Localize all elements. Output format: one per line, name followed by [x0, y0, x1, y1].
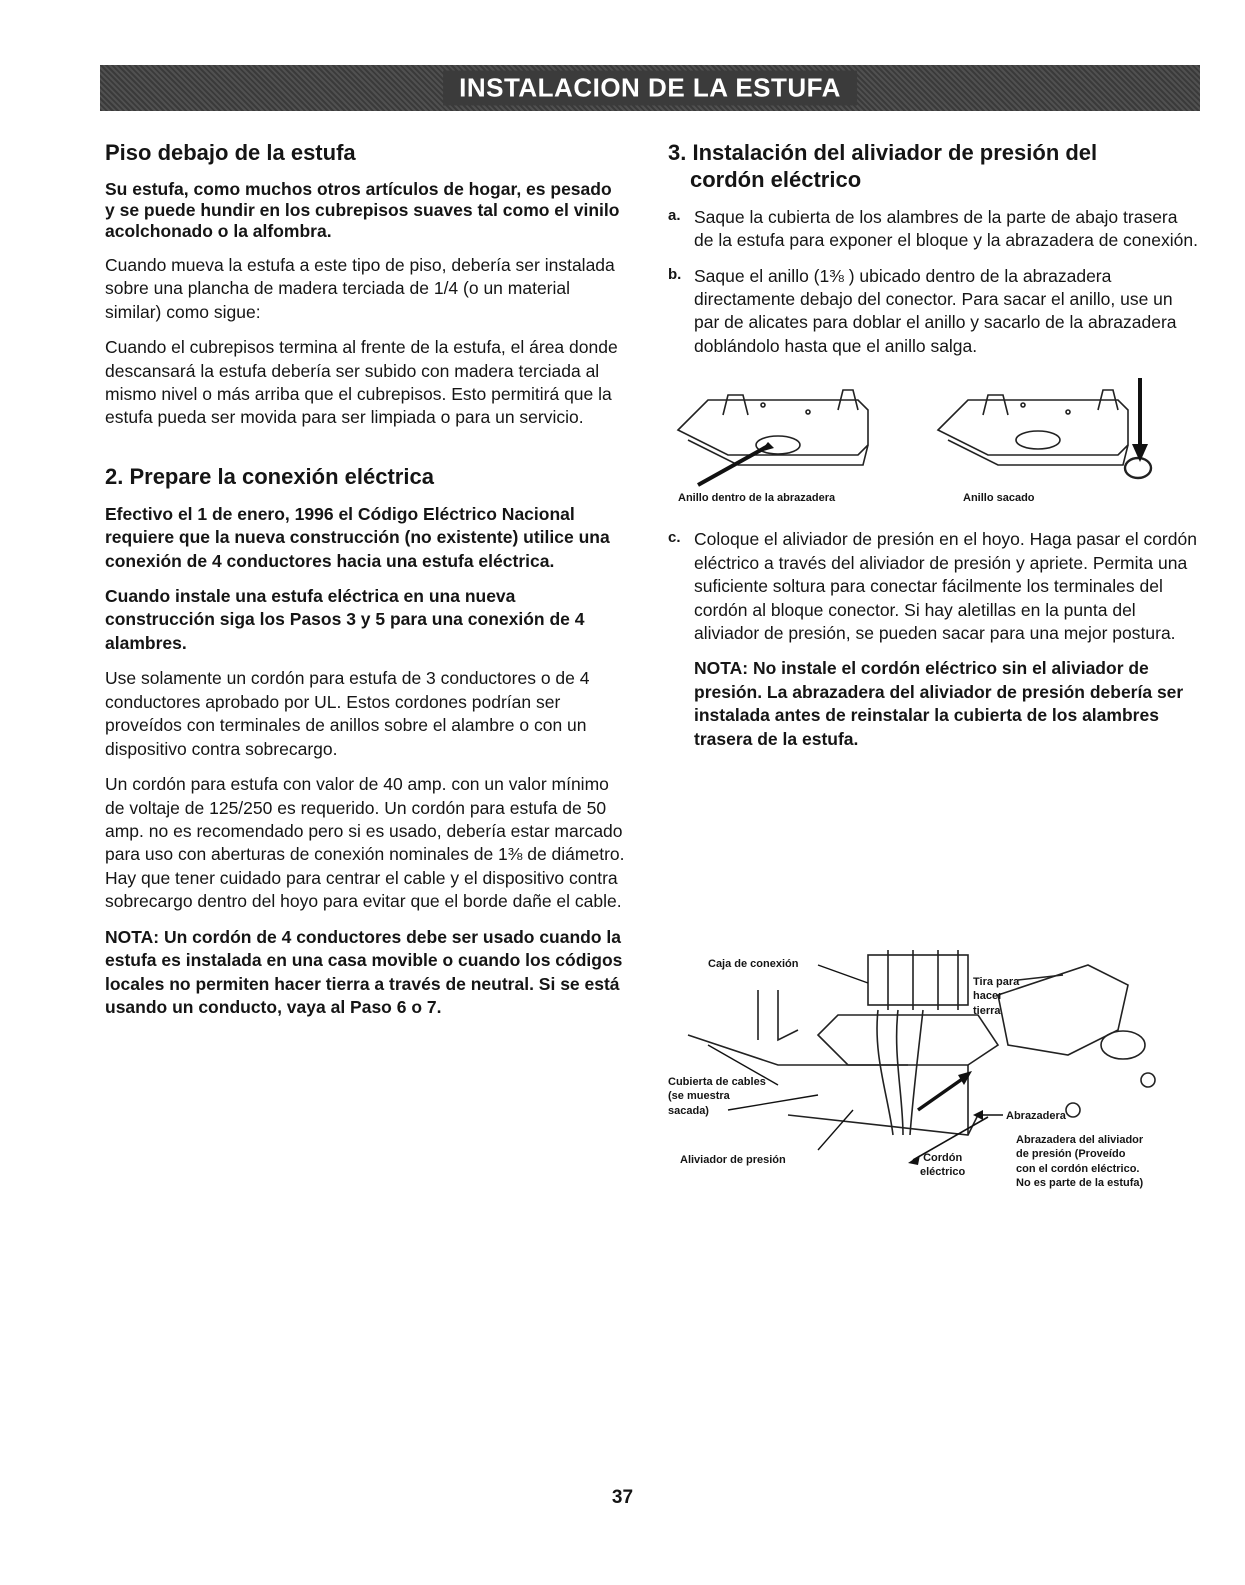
bracket-label: Abrazadera	[1006, 1110, 1066, 1122]
floor-paragraph-2: Cuando el cubrepisos termina al frente de la estufa, el área donde descansará la estufa debería ser subido con madera terciada al mismo nivel o más arriba que el cubrepisos. Esto permitirá que la estufa pueda ser movida para ser limpiada o para un servicio.	[105, 337, 618, 428]
floor-paragraph-1: Cuando mueva la estufa a este tipo de piso, debería ser instalada sobre una plancha de madera terciada de 1/4 (o un material similar) como sigue:	[105, 254, 615, 322]
wire-cover-label	[668, 1075, 766, 1118]
list-item	[668, 528, 1198, 645]
electrical-heading: 2. Prepare la conexión eléctrica	[105, 463, 434, 489]
new-construction-note: Cuando instale una estufa eléctrica en una nueva construcción siga los Pasos 3 y 5 para una conexión de 4 alambres.	[105, 586, 585, 653]
ground-strip-line-3: tierra	[973, 1004, 1001, 1017]
ring-in-bracket-illustration	[668, 370, 888, 490]
junction-box-label: Caja de conexión	[708, 958, 799, 970]
step-number: 3.	[668, 140, 687, 165]
floor-warning: Su estufa, como muchos otros artículos de hogar, es pesado y se puede hundir en los cubrepisos suaves tal como el vinilo acolchonado o la alfombra.	[105, 178, 620, 241]
ring-diagrams	[668, 370, 1198, 510]
list-item	[668, 206, 1198, 253]
floor-heading: Piso debajo de la estufa	[105, 140, 356, 165]
ring-inside-caption: Anillo dentro de la abrazadera	[678, 492, 836, 505]
right-column	[668, 140, 1198, 763]
power-cord-label	[920, 1151, 965, 1180]
code-requirement: Efectivo el 1 de enero, 1996 el Código Eléctrico Nacional requiere que la nueva construcción (no existente) utilice una conexión de 4 conductores hacia una estufa eléctrica.	[105, 503, 610, 571]
list-item	[668, 265, 1198, 359]
page-number: 37	[611, 1487, 634, 1508]
power-cord-line-2: eléctrico	[920, 1166, 966, 1179]
four-conductor-note: NOTA: Un cordón de 4 conductores debe ser usado cuando la estufa es instalada en una casa movible o cuando los códigos locales no permiten hacer tierra a través de neutral. Si se está usando un conducto, vaya al Paso 6 o 7.	[105, 926, 623, 1018]
power-cord-line-1: Cordón	[923, 1152, 963, 1164]
bracket-note	[1016, 1133, 1143, 1190]
strain-relief-title-a: Instalación del aliviador de presión del	[692, 140, 1098, 165]
bracket-note-line-3: con el cordón eléctrico.	[1016, 1162, 1140, 1175]
strain-relief-label: Aliviador de presión	[680, 1154, 786, 1166]
wire-cover-line-3: sacada)	[668, 1104, 709, 1117]
connection-diagram	[668, 935, 1198, 1215]
strain-relief-title-b: cordón eléctrico	[690, 166, 862, 192]
bracket-note-line-1: Abrazadera del aliviador	[1016, 1134, 1144, 1146]
ring-removed-caption: Anillo sacado	[963, 492, 1035, 505]
steps-list-continued	[668, 528, 1198, 645]
bracket-note-line-2: de presión (Proveído	[1016, 1148, 1126, 1161]
wire-cover-line-2: (se muestra	[668, 1090, 730, 1103]
section-banner	[100, 65, 1200, 111]
section-title: INSTALACION DE LA ESTUFA	[443, 71, 857, 106]
cord-paragraph-1: Use solamente un cordón para estufa de 3 conductores o de 4 conductores aprobado por UL. Estos cordones podrían ser proveídos con terminales de anillos sobre el alambre o con un dispositivo contra sobrecargo.	[105, 668, 590, 759]
ground-strip-line-1: Tira para	[973, 976, 1020, 988]
bracket-note-line-4: No es parte de la estufa)	[1016, 1176, 1144, 1189]
step-text: Saque la cubierta de los alambres de la parte de abajo trasera de la estufa para exponer el bloque y la abrazadera de conexión.	[694, 206, 1198, 251]
strain-relief-heading	[668, 140, 1198, 194]
left-column	[105, 140, 625, 1031]
step-text: Saque el anillo (1⅜ ) ubicado dentro de la abrazadera directamente debajo del conector. Para sacar el anillo, use un par de alicates para doblar el anillo y sacarlo de la abrazadera doblándolo hasta que el anillo salga.	[694, 265, 1177, 356]
ground-strip-line-2: hacer	[973, 990, 1003, 1003]
steps-list	[668, 206, 1198, 359]
step-text: Coloque el aliviador de presión en el hoyo. Haga pasar el cordón eléctrico a través del aliviador de presión y apriete. Permita una suficiente soltura para conectar fácilmente los terminales del cordón al bloque conector. Si hay aletillas en la punta del aliviador de presión, se pueden sacar para una mejor postura.	[694, 529, 1197, 644]
ground-strip-label	[973, 975, 1019, 1018]
step-marker: b.	[668, 265, 682, 283]
strain-relief-note: NOTA: No instale el cordón eléctrico sin el aliviador de presión. La abrazadera del aliviador de presión debería ser instalada antes de reinstalar la cubierta de los alambres trasera de la estufa.	[694, 658, 1184, 749]
wire-cover-line-1: Cubierta de cables	[668, 1076, 766, 1088]
ring-removed-illustration	[928, 370, 1158, 490]
cord-paragraph-2: Un cordón para estufa con valor de 40 amp. con un valor mínimo de voltaje de 125/250 es requerido. Un cordón para estufa de 50 amp. no es recomendado pero si es usado, debería estar marcado para uso con aberturas de conexión nominales de 1⅜ de diámetro. Hay que tener cuidado para centrar el cable y el dispositivo contra sobrecargo dentro del hoyo para evitar que el borde dañe el cable.	[105, 774, 625, 912]
step-marker: a.	[668, 206, 681, 224]
step-marker: c.	[668, 529, 681, 547]
